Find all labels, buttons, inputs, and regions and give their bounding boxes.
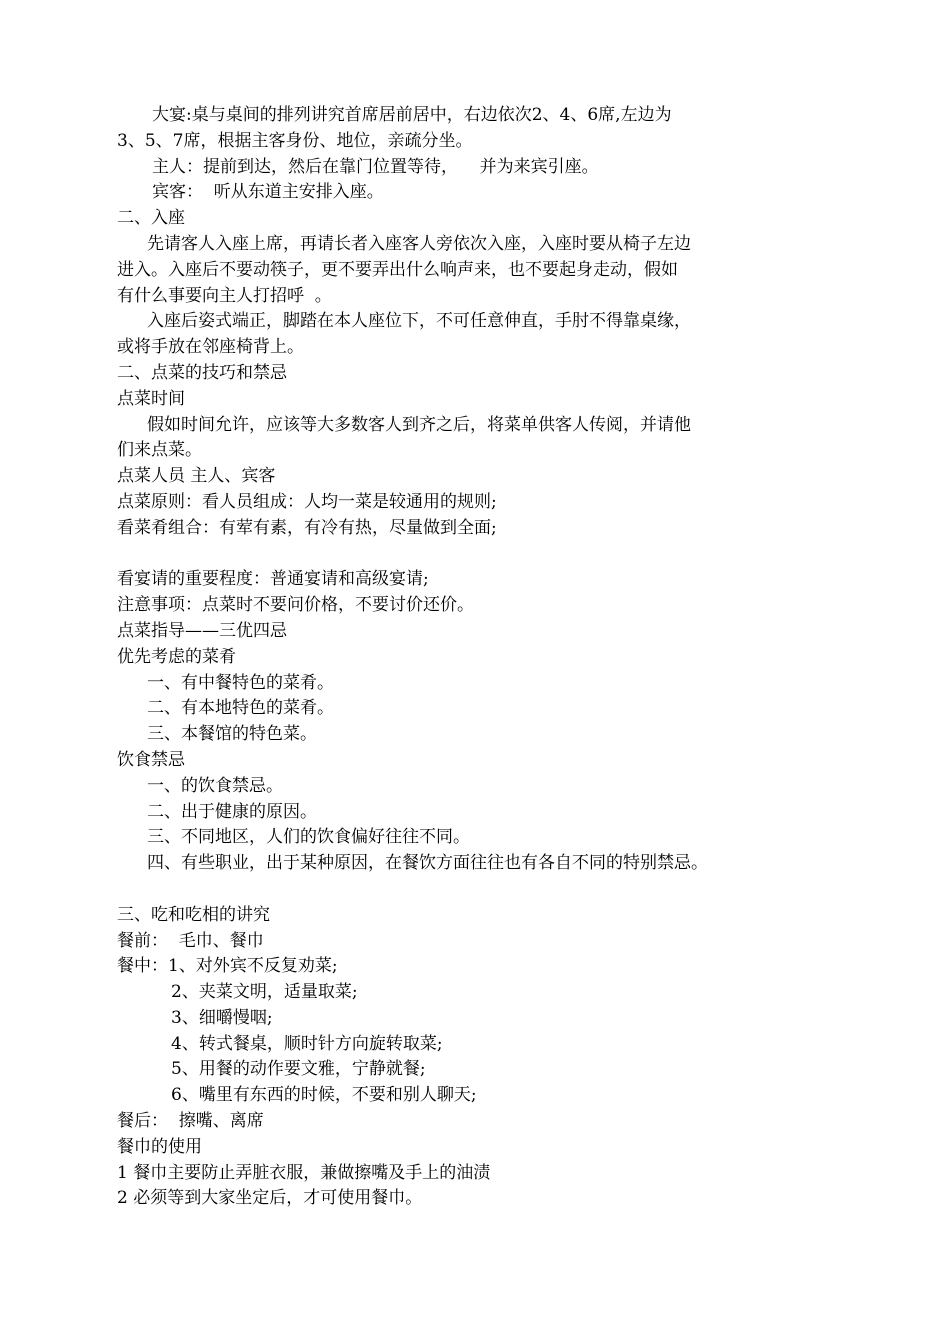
text-line: 二、点菜的技巧和禁忌 bbox=[117, 362, 287, 383]
text-line: 5、用餐的动作要文雅，宁静就餐; bbox=[171, 1059, 426, 1080]
text-line: 点菜原则：看人员组成：人均一菜是较通用的规则; bbox=[117, 491, 497, 512]
text-line: 四、有些职业，出于某种原因，在餐饮方面往往也有各自不同的特别禁忌。 bbox=[147, 853, 708, 874]
text-line: 点菜指导——三优四忌 bbox=[117, 620, 287, 641]
blank-line bbox=[0, 542, 950, 568]
text-line: 宾客： 听从东道主安排入座。 bbox=[152, 182, 384, 203]
text-line: 注意事项：点菜时不要问价格，不要讨价还价。 bbox=[117, 595, 474, 616]
text-line: 3、细嚼慢咽; bbox=[171, 1007, 273, 1028]
text-line: 饮食禁忌 bbox=[117, 749, 185, 770]
text-line: 一、有中餐特色的菜肴。 bbox=[147, 672, 334, 693]
text-line: 2、夹菜文明，适量取菜; bbox=[171, 982, 358, 1003]
text-line: 2 必须等到大家坐定后，才可使用餐巾。 bbox=[117, 1188, 423, 1209]
text-line: 6、嘴里有东西的时候，不要和别人聊天; bbox=[171, 1085, 477, 1106]
text-line: 3、5、7席，根据主客身份、地位，亲疏分坐。 bbox=[117, 130, 473, 151]
text-line: 大宴:桌与桌间的排列讲究首席居前居中，右边依次2、4、6席,左边为 bbox=[152, 105, 672, 125]
text-line: 餐前： 毛巾、餐巾 bbox=[117, 930, 264, 951]
text-line: 二、出于健康的原因。 bbox=[147, 801, 317, 822]
text-line: 入座后姿式端正，脚踏在本人座位下，不可任意伸直，手肘不得靠桌缘， bbox=[147, 311, 691, 332]
text-line: 有什么事要向主人打招呼 。 bbox=[117, 285, 332, 306]
text-line: 二、入座 bbox=[117, 208, 185, 229]
text-line: 主人：提前到达，然后在靠门位置等待， 并为来宾引座。 bbox=[152, 156, 599, 177]
text-line: 点菜人员 主人、宾客 bbox=[117, 466, 276, 487]
text-line: 或将手放在邻座椅背上。 bbox=[117, 337, 304, 358]
text-line: 1 餐巾主要防止弄脏衣服，兼做擦嘴及手上的油渍 bbox=[117, 1162, 491, 1183]
text-line: 餐巾的使用 bbox=[117, 1136, 202, 1157]
text-line: 4、转式餐桌，顺时针方向旋转取菜; bbox=[171, 1033, 443, 1054]
text-line: 一、的饮食禁忌。 bbox=[147, 775, 283, 796]
text-line: 餐中：1、对外宾不反复劝菜; bbox=[117, 956, 338, 977]
text-line: 们来点菜。 bbox=[117, 440, 202, 461]
text-line: 假如时间允许，应该等大多数客人到齐之后，将菜单供客人传阅，并请他 bbox=[147, 414, 691, 435]
text-line: 先请客人入座上席，再请长者入座客人旁依次入座，入座时要从椅子左边 bbox=[147, 233, 691, 254]
text-line: 餐后： 擦嘴、离席 bbox=[117, 1111, 264, 1132]
text-line: 三、不同地区，人们的饮食偏好往往不同。 bbox=[147, 827, 470, 848]
text-line: 进入。入座后不要动筷子，更不要弄出什么响声来，也不要起身走动，假如 bbox=[117, 259, 678, 280]
text-line: 三、吃和吃相的讲究 bbox=[117, 904, 270, 925]
document-body bbox=[0, 103, 950, 1212]
text-line: 点菜时间 bbox=[117, 388, 185, 409]
text-line: 看菜肴组合：有荤有素，有冷有热，尽量做到全面; bbox=[117, 517, 497, 538]
text-line: 优先考虑的菜肴 bbox=[117, 646, 236, 667]
text-line: 二、有本地特色的菜肴。 bbox=[147, 698, 334, 719]
blank-line bbox=[0, 877, 950, 903]
text-line: 三、本餐馆的特色菜。 bbox=[147, 724, 317, 745]
text-line: 看宴请的重要程度：普通宴请和高级宴请; bbox=[117, 569, 429, 590]
